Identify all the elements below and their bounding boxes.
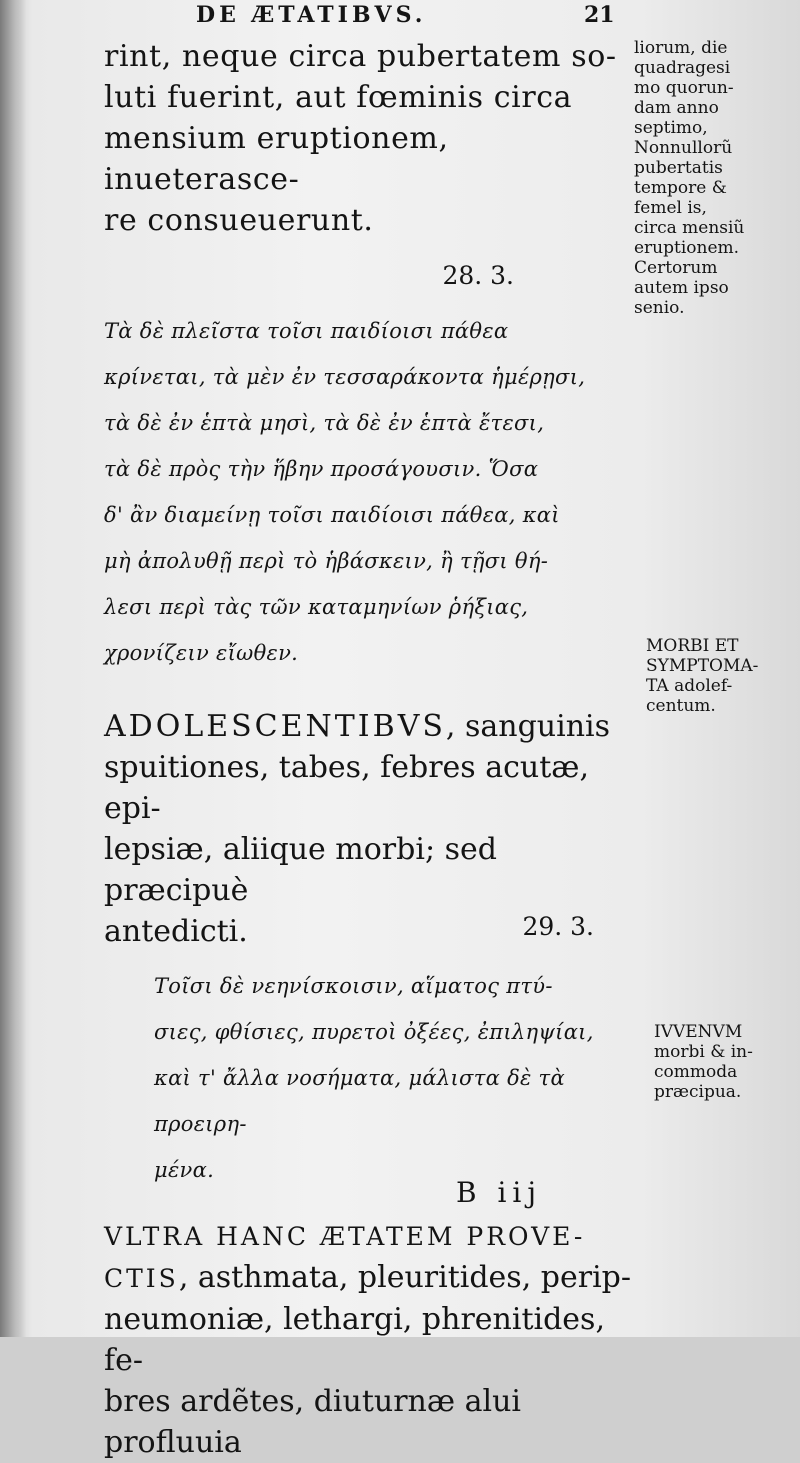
latin-paragraph-2-body: , sanguinis spuitiones, tabes, febres acutæ, epi- lepsiæ, aliique morbi; sed præcipuè antedicti.: [104, 709, 611, 949]
running-head: [0, 2, 800, 30]
running-head-title: DE ÆTATIBVS.: [196, 2, 427, 28]
section-lead-ultra-hanc-aetatem: VLTRA HANC ÆTATEM PROVE- CTIS: [104, 1222, 586, 1293]
signature-mark: B iij: [456, 1176, 543, 1209]
latin-paragraph-3-body: , asthmata, pleuritides, perip- neumoniæ, lethargi, phrenitides, fe- bres ardẽtes, diuturnæ alui profluuia: [104, 1260, 632, 1460]
page-number: 21: [584, 2, 615, 28]
section-lead-adolescentibus: ADOLESCENTIBVS: [104, 709, 446, 744]
aphorism-reference-29: 29. 3.: [522, 912, 594, 941]
latin-paragraph-1: rint, neque circa pubertatem so- luti fuerint, aut fœminis circa mensium eruptionem, inueterasce- re consueuerunt.: [104, 39, 617, 238]
marginal-note-1: liorum, die quadragesi mo quorun- dam anno septimo, Nonnullorũ pubertatis tempore & femel is, circa mensiũ eruptionem. Certorum autem ipso senio.: [634, 38, 745, 318]
page-gutter-shadow: [0, 0, 26, 1337]
marginal-note-2: MORBI ET SYMPTOMA- TA adolef- centum.: [646, 636, 759, 716]
greek-paragraph-1: Τὰ δὲ πλεῖστα τοῖσι παιδίοισι πάθεα κρίνεται, τὰ μὲν ἐν τεσσαράκοντα ἡμέρῃσι, τὰ δὲ ἐν ἑπτὰ μησὶ, τὰ δὲ ἐν ἑπτὰ ἔτεσι, τὰ δὲ πρὸς τὴν ἥβην προσάγουσιν. Ὅσα δ' ἂν διαμείνῃ τοῖσι παιδίοισι πάθεα, καὶ μὴ ἀπολυθῇ περὶ τὸ ἡβάσκειν, ἢ τῇσι θή- λεσι περὶ τὰς τῶν καταμηνίων ῥήξιας, χρονίζειν εἴωθεν.: [104, 319, 586, 665]
main-text-column: [104, 36, 634, 1463]
latin-paragraph-3: [104, 1215, 634, 1463]
marginal-note-3: IVVENVM morbi & in- commoda præcipua.: [654, 1022, 753, 1102]
greek-paragraph-2: Τοῖσι δὲ νεηνίσκοισιν, αἵματος πτύ- σιες, φθίσιες, πυρετοὶ ὀξέες, ἐπιληψίαι, καὶ τ' ἄλλα νοσήματα, μάλιστα δὲ τὰ προειρη- μένα.: [154, 974, 594, 1182]
aphorism-reference-28: 28. 3.: [442, 261, 514, 290]
